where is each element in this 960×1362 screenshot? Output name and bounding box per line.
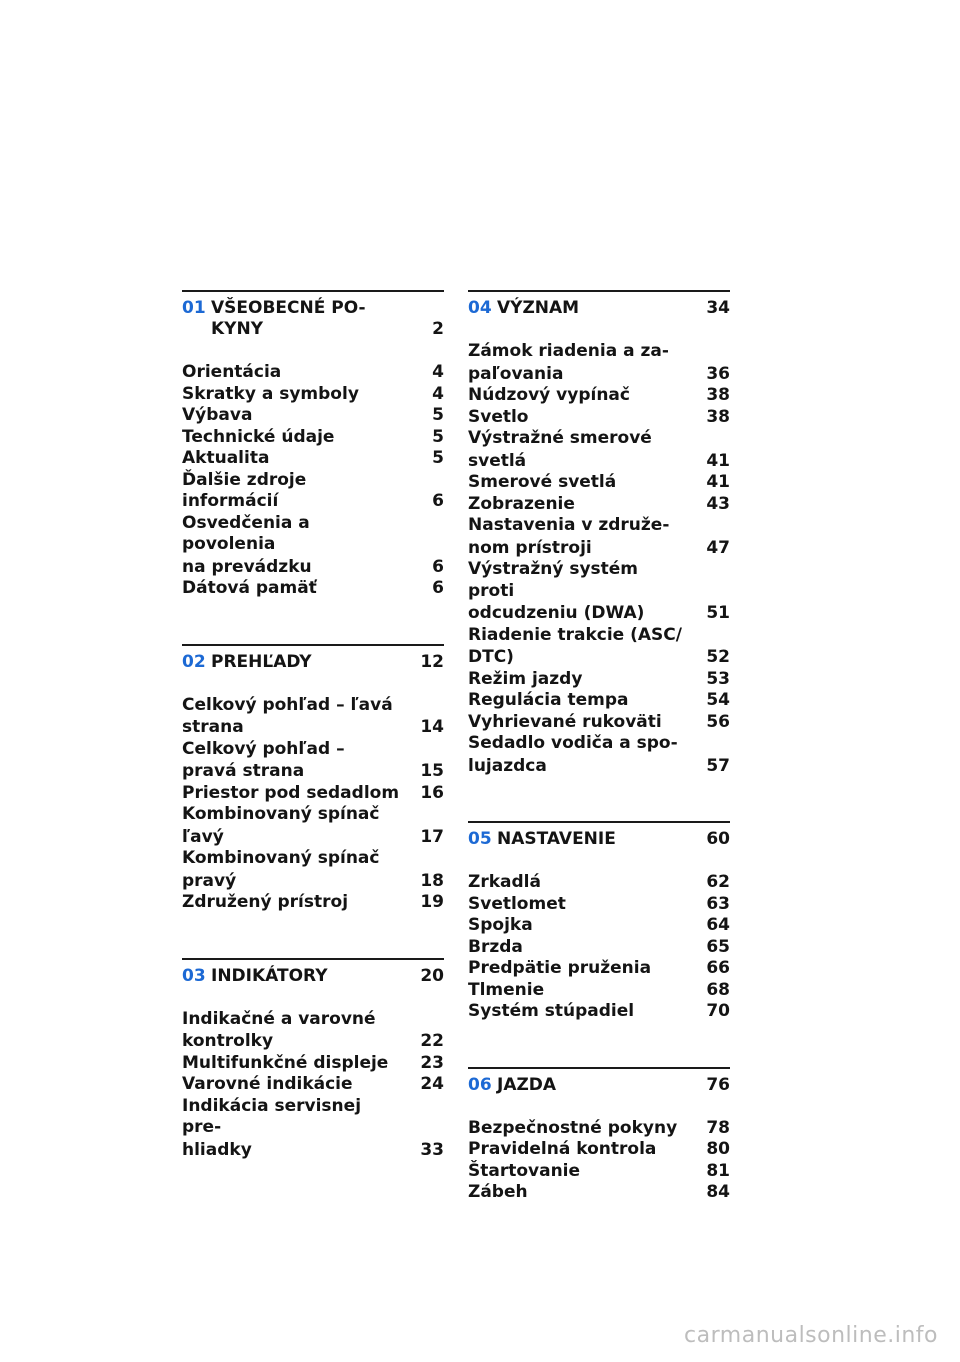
toc-entry-title	[468, 1118, 677, 1140]
toc-entry-title	[468, 1001, 634, 1023]
toc-entry-page: 52	[706, 647, 730, 667]
toc-entry[interactable]	[182, 783, 444, 805]
toc-entry-title	[182, 405, 252, 427]
toc-entry-page: 4	[432, 383, 444, 404]
toc-entry-title	[468, 690, 629, 712]
toc-entry[interactable]	[468, 669, 730, 691]
toc-entry-page: 65	[706, 936, 730, 957]
toc-entry[interactable]	[182, 384, 444, 406]
toc-entry-title	[182, 578, 317, 600]
section-title-text: INDIKÁTORY	[211, 965, 328, 986]
toc-entry-title-line: Technické údaje	[182, 426, 335, 447]
toc-entry-title	[468, 958, 651, 980]
toc-entry-page: 23	[420, 1052, 444, 1073]
toc-entry-title-line: Varovné indikácie	[182, 1074, 353, 1094]
toc-entry-title-line: Orientácia	[182, 362, 282, 382]
toc-entry-title	[182, 1096, 402, 1162]
toc-entry-page: 63	[706, 893, 730, 914]
toc-entry-title-line: Štartovanie	[468, 1160, 581, 1181]
toc-section	[182, 958, 444, 1162]
toc-entry-title-line: pravý	[182, 870, 237, 891]
toc-entry-page: 78	[706, 1117, 730, 1138]
toc-section	[182, 290, 444, 600]
toc-entry-title	[182, 892, 348, 914]
toc-entry-title	[468, 407, 529, 429]
toc-section	[468, 290, 730, 777]
toc-entry-title	[468, 559, 688, 625]
toc-entry-title-line: na prevádzku	[182, 556, 312, 577]
toc-entry[interactable]	[182, 1096, 444, 1162]
section-title-line	[497, 829, 730, 850]
toc-entry[interactable]	[468, 1182, 730, 1204]
toc-entry[interactable]	[468, 937, 730, 959]
toc-entry[interactable]	[468, 428, 730, 472]
toc-entry-page: 80	[706, 1139, 730, 1159]
toc-entry-page: 41	[706, 450, 730, 471]
toc-entry-title	[468, 494, 575, 516]
toc-entry-page: 53	[706, 668, 730, 689]
toc-entry-title	[468, 428, 652, 472]
toc-entry-title	[182, 1009, 376, 1053]
toc-entry-page: 57	[706, 755, 730, 776]
toc-entry-title	[182, 695, 393, 739]
toc-entry-title	[468, 385, 630, 407]
toc-entry-title	[468, 980, 544, 1002]
toc-entry[interactable]	[468, 385, 730, 407]
section-number: 04	[468, 298, 492, 318]
section-page-number: 20	[420, 965, 444, 986]
section-title-line	[211, 298, 444, 319]
toc-entry[interactable]	[468, 958, 730, 980]
section-title	[211, 298, 444, 340]
section-title-line	[211, 966, 444, 987]
toc-entry-title	[182, 427, 334, 449]
toc-entry[interactable]	[468, 980, 730, 1002]
toc-entry[interactable]	[182, 427, 444, 449]
toc-entry[interactable]	[468, 690, 730, 712]
toc-entry[interactable]	[468, 1139, 730, 1161]
toc-entry-title	[182, 470, 402, 513]
toc-entry-title	[468, 341, 669, 385]
section-page-number: 2	[432, 319, 444, 339]
toc-entry-page: 24	[420, 1074, 444, 1094]
toc-entry-title-line: Sedadlo vodiča a spo-	[468, 733, 678, 753]
toc-entry[interactable]	[182, 405, 444, 427]
toc-entry[interactable]	[182, 739, 444, 783]
toc-entry-page: 14	[420, 717, 444, 737]
toc-entry-page: 4	[432, 362, 444, 382]
section-title-text: VÝZNAM	[497, 298, 580, 318]
toc-entry-page: 51	[706, 603, 730, 623]
toc-entry-page: 68	[706, 979, 730, 1000]
section-title-text: VŠEOBECNÉ PO-	[211, 298, 366, 318]
toc-entry[interactable]	[468, 472, 730, 494]
toc-entry-page: 41	[706, 472, 730, 492]
toc-entry-title	[468, 515, 669, 559]
toc-entry-title-line: Indikácia servisnej pre-	[182, 1095, 362, 1137]
toc-entry-title	[182, 448, 269, 470]
toc-entry-title-line: hliadky	[182, 1139, 252, 1160]
toc-entry[interactable]	[468, 407, 730, 429]
toc-entry[interactable]	[182, 362, 444, 384]
toc-section	[468, 1067, 730, 1204]
toc-entry-page: 18	[420, 870, 444, 891]
toc-entry-page: 38	[706, 385, 730, 405]
toc-entry-page: 47	[706, 537, 730, 558]
toc-entry-title-line: Kombinovaný spínač	[182, 848, 380, 868]
section-title-text: JAZDA	[497, 1074, 557, 1095]
toc-entry-title-line: lujazdca	[468, 755, 547, 776]
toc-entry-title-line: Predpätie pruženia	[468, 958, 652, 978]
toc-entry-page: 43	[706, 493, 730, 514]
toc-entry-title	[468, 937, 523, 959]
toc-entry[interactable]	[182, 1009, 444, 1053]
toc-entry-title-line: Spojka	[468, 915, 533, 935]
toc-entry[interactable]	[468, 559, 730, 625]
toc-entry-title-line: Svetlomet	[468, 893, 566, 914]
toc-entry-page: 64	[706, 915, 730, 935]
section-number: 05	[468, 829, 492, 849]
toc-entry-title-line: Združený prístroj	[182, 892, 349, 912]
toc-entry-title-line: Zobrazenie	[468, 493, 575, 514]
toc-entry-title	[182, 739, 345, 783]
section-title-text: NASTAVENIE	[497, 829, 616, 849]
section-page-number: 60	[706, 829, 730, 849]
toc-entry[interactable]	[182, 448, 444, 470]
toc-entry[interactable]	[468, 1001, 730, 1023]
toc-entry[interactable]	[468, 733, 730, 777]
toc-entry-title-line: strana	[182, 717, 244, 737]
section-title-line	[211, 319, 444, 340]
toc-entry-title-line: Riadenie trakcie (ASC/	[468, 624, 682, 645]
toc-entry-title-line: nom prístroji	[468, 537, 592, 558]
toc-entry-title-line: Zábeh	[468, 1182, 528, 1202]
section-page-number: 76	[706, 1074, 730, 1095]
toc-entry-title-line: Indikačné a varovné	[182, 1008, 376, 1029]
toc-entry-title-line: Výstražný systém proti	[468, 559, 639, 601]
section-title	[497, 829, 730, 850]
section-number: 03	[182, 965, 206, 986]
toc-entry-page: 70	[706, 1001, 730, 1021]
toc-entry-title-line: Multifunkčné displeje	[182, 1052, 389, 1073]
toc-entry-title	[468, 1182, 528, 1204]
toc-entry-title-line: Výstražné smerové	[468, 428, 652, 448]
toc-entry-title-line: Smerové svetlá	[468, 472, 617, 492]
toc-entry-title-line: Kombinovaný spínač	[182, 804, 380, 824]
toc-entry-title-line: DTC)	[468, 647, 514, 667]
toc-section	[468, 821, 730, 1023]
toc-entry-title	[182, 804, 379, 848]
toc-entry-page: 19	[420, 892, 444, 912]
section-page-number: 34	[706, 298, 730, 318]
toc-entry-title-line: Pravidelná kontrola	[468, 1139, 657, 1159]
toc-entry[interactable]	[468, 1161, 730, 1183]
toc-entry-page: 81	[706, 1160, 730, 1181]
toc-entry-title	[468, 894, 566, 916]
toc-entry-title-line: ľavý	[182, 826, 224, 847]
toc-entry-title-line: Ďalšie zdroje informácií	[182, 469, 307, 511]
toc-entry-title	[182, 848, 379, 892]
toc-entry-page: 22	[420, 1031, 444, 1051]
section-title	[211, 966, 444, 987]
section-title	[497, 1075, 730, 1096]
toc-entry-title	[182, 783, 399, 805]
toc-entry-title-line: pravá strana	[182, 761, 305, 781]
section-heading[interactable]	[468, 829, 730, 850]
toc-entry-title	[182, 1053, 388, 1075]
toc-entry-page: 5	[432, 448, 444, 468]
toc-entry-title-line: Aktualita	[182, 448, 270, 468]
watermark: carmanualsonline.info	[684, 1323, 938, 1348]
toc-entry-page: 6	[432, 556, 444, 577]
toc-right-column	[468, 290, 730, 1248]
section-number: 02	[182, 651, 206, 672]
toc-entry-page: 17	[420, 826, 444, 847]
toc-entry-page: 56	[706, 711, 730, 732]
section-title-line	[211, 652, 444, 673]
toc-entry-page: 54	[706, 690, 730, 710]
toc-entry-page: 38	[706, 406, 730, 427]
toc-entry-page: 5	[432, 405, 444, 425]
toc-entry-page: 84	[706, 1182, 730, 1202]
toc-entry-title-line: Systém stúpadiel	[468, 1001, 635, 1021]
toc-entry-page: 6	[432, 578, 444, 598]
toc-entry-page: 36	[706, 363, 730, 384]
toc-entry[interactable]	[182, 513, 444, 579]
toc-entry[interactable]	[468, 915, 730, 937]
toc-entry-title-line: Bezpečnostné pokyny	[468, 1117, 678, 1138]
toc-entry-title-line: paľovania	[468, 363, 564, 384]
toc-entry-page: 62	[706, 872, 730, 892]
toc-entry-title	[182, 513, 402, 579]
toc-entry[interactable]	[468, 894, 730, 916]
toc-entry-title	[468, 669, 582, 691]
toc-entry[interactable]	[182, 892, 444, 914]
toc-entry-title	[468, 915, 533, 937]
toc-entry-title-line: odcudzeniu (DWA)	[468, 603, 645, 623]
toc-section	[182, 644, 444, 914]
toc-entry-title	[182, 384, 359, 406]
toc-entry-title-line: kontrolky	[182, 1031, 274, 1051]
section-title-text: KYNY	[211, 319, 264, 339]
toc-entry-title-line: Nastavenia v združe-	[468, 515, 670, 535]
toc-entry-title-line: Núdzový vypínač	[468, 385, 630, 405]
section-page-number: 12	[420, 651, 444, 672]
toc-entry-title-line: Dátová pamäť	[182, 578, 317, 598]
toc-entry[interactable]	[182, 1074, 444, 1096]
section-title	[497, 298, 730, 319]
toc-entry-title-line: Skratky a symboly	[182, 383, 359, 404]
toc-entry-title	[468, 712, 662, 734]
toc-entry-title-line: Výbava	[182, 405, 253, 425]
toc-entry-page: 15	[420, 761, 444, 781]
toc-entry-title	[182, 1074, 353, 1096]
toc-entry[interactable]	[468, 1118, 730, 1140]
toc-entry-title	[182, 362, 281, 384]
toc-entry[interactable]	[468, 494, 730, 516]
toc-entry-title-line: Brzda	[468, 936, 523, 957]
toc-entry-title	[468, 733, 678, 777]
section-heading[interactable]	[182, 966, 444, 987]
toc-entry[interactable]	[468, 341, 730, 385]
toc-entry[interactable]	[182, 578, 444, 600]
section-number: 01	[182, 298, 206, 318]
toc-entry-page: 66	[706, 958, 730, 978]
section-title-line	[497, 1075, 730, 1096]
toc-entry[interactable]	[182, 1053, 444, 1075]
toc-entry-title-line: svetlá	[468, 450, 527, 471]
toc-entry[interactable]	[182, 848, 444, 892]
toc-left-column	[182, 290, 444, 1205]
section-title-text: PREHĽADY	[211, 651, 312, 672]
toc-entry-title-line: Celkový pohľad – ľavá	[182, 694, 393, 715]
toc-entry[interactable]	[182, 470, 444, 513]
toc-entry[interactable]	[182, 804, 444, 848]
toc-entry-title	[468, 472, 616, 494]
toc-entry[interactable]	[468, 712, 730, 734]
toc-entry-title-line: Vyhrievané rukoväti	[468, 711, 662, 732]
toc-entry[interactable]	[182, 695, 444, 739]
toc-entry-page: 33	[420, 1139, 444, 1160]
toc-entry-title-line: Svetlo	[468, 406, 529, 427]
toc-entry-title-line: Zámok riadenia a za-	[468, 341, 669, 361]
toc-entry-title	[468, 872, 541, 894]
toc-entry[interactable]	[468, 872, 730, 894]
toc-entry-page: 16	[420, 782, 444, 803]
toc-entry-title	[468, 1161, 580, 1183]
toc-entry-page: 5	[432, 426, 444, 447]
toc-entry-title	[468, 625, 682, 669]
toc-entry-title-line: Priestor pod sedadlom	[182, 782, 400, 803]
toc-entry-title-line: Režim jazdy	[468, 668, 583, 689]
section-title	[211, 652, 444, 673]
section-title-line	[497, 298, 730, 319]
section-heading[interactable]	[182, 298, 444, 340]
toc-entry-title-line: Regulácia tempa	[468, 690, 629, 710]
toc-entry-title	[468, 1139, 656, 1161]
toc-entry[interactable]	[468, 625, 730, 669]
toc-entry-page: 6	[432, 491, 444, 511]
toc-entry-title-line: Osvedčenia a povolenia	[182, 512, 310, 554]
toc-entry-title-line: Celkový pohľad –	[182, 738, 345, 759]
toc-entry-title-line: Zrkadlá	[468, 872, 541, 892]
toc-entry-title-line: Tlmenie	[468, 979, 545, 1000]
toc-entry[interactable]	[468, 515, 730, 559]
section-heading[interactable]	[182, 652, 444, 673]
section-heading[interactable]	[468, 1075, 730, 1096]
section-number: 06	[468, 1074, 492, 1095]
section-heading[interactable]	[468, 298, 730, 319]
